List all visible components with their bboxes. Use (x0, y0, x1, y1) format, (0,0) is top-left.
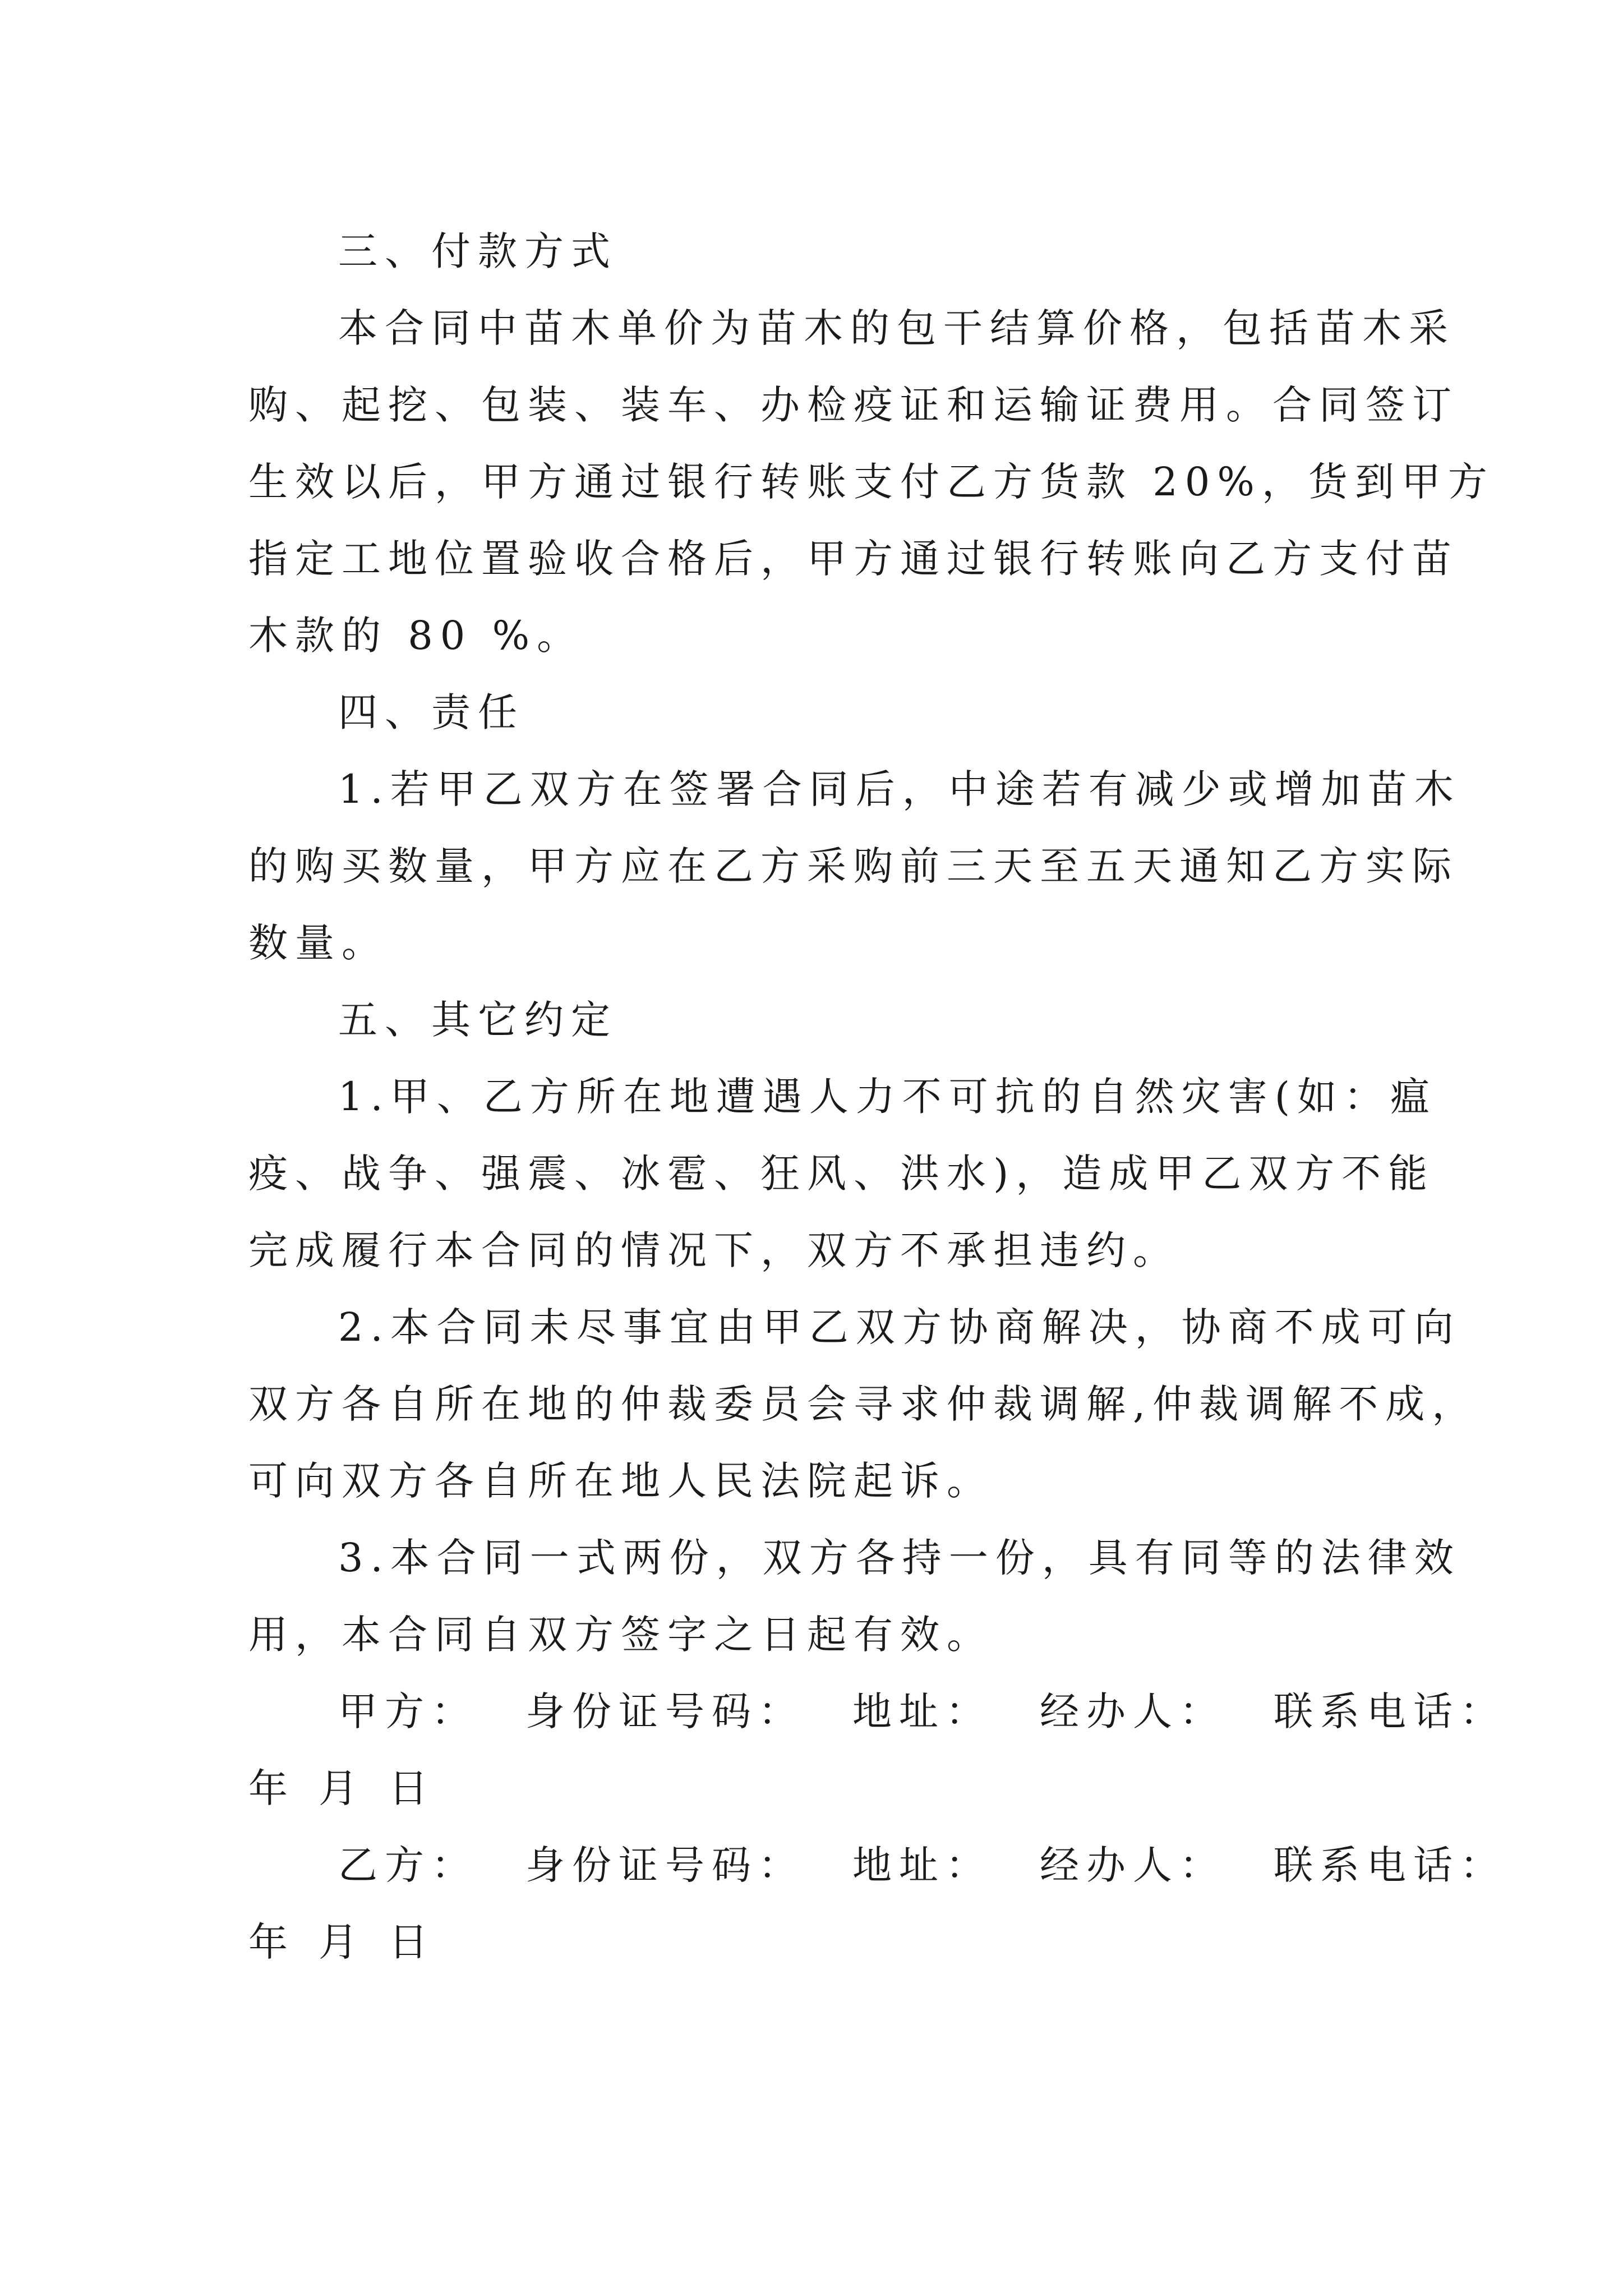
paragraph-line: 3.本合同一式两份，双方各持一份，具有同等的法律效 (338, 1535, 1461, 1581)
party-b-signature-fields (248, 1827, 1506, 1904)
paragraph-line: 疫、战争、强震、冰雹、狂风、洪水)，造成甲乙双方不能 (248, 1151, 1435, 1197)
party-a-phone-label: 联系电话： (1274, 1688, 1506, 1734)
date-year-label: 年 (248, 1765, 295, 1811)
paragraph-line: 木款的 80 %。 (248, 613, 584, 659)
party-b-label: 乙方： (338, 1842, 478, 1888)
party-b-address-label: 地址： (852, 1842, 992, 1888)
paragraph-line: 本合同中苗木单价为苗木的包干结算价格，包括苗木采 (338, 305, 1455, 351)
contract-body (248, 213, 1506, 1981)
section-heading-liability: 四、责任 (338, 689, 524, 735)
paragraph-line: 数量。 (248, 920, 388, 966)
date-month-label: 月 (319, 1765, 365, 1811)
party-a-address-label: 地址： (852, 1688, 992, 1734)
party-b-phone-label: 联系电话： (1274, 1842, 1506, 1888)
section-heading-payment: 三、付款方式 (338, 228, 617, 274)
paragraph-line: 可向双方各自所在地人民法院起诉。 (248, 1458, 993, 1504)
paragraph-line: 用，本合同自双方签字之日起有效。 (248, 1612, 993, 1658)
party-a-label: 甲方： (338, 1688, 478, 1734)
paragraph-line: 1.若甲乙双方在签署合同后，中途若有减少或增加苗木 (338, 766, 1461, 812)
date-month-label: 月 (319, 1919, 365, 1965)
paragraph-line: 的购买数量，甲方应在乙方采购前三天至五天通知乙方实际 (248, 843, 1459, 889)
date-day-label: 日 (389, 1919, 435, 1965)
paragraph-line: 生效以后，甲方通过银行转账支付乙方货款 20%，货到甲方 (248, 459, 1495, 505)
party-a-agent-label: 经办人： (1040, 1688, 1226, 1734)
date-year-label: 年 (248, 1919, 295, 1965)
party-b-date (248, 1904, 1387, 1981)
paragraph-line: 双方各自所在地的仲裁委员会寻求仲裁调解,仲裁调解不成， (248, 1381, 1479, 1427)
paragraph-line: 1.甲、乙方所在地遭遇人力不可抗的自然灾害(如：瘟 (338, 1074, 1437, 1120)
party-a-signature-fields (248, 1673, 1506, 1750)
party-a-date (248, 1750, 1387, 1827)
party-b-id-number-label: 身份证号码： (525, 1842, 805, 1888)
paragraph-line: 完成履行本合同的情况下，双方不承担违约。 (248, 1227, 1179, 1273)
paragraph-line: 指定工地位置验收合格后，甲方通过银行转账向乙方支付苗 (248, 536, 1459, 582)
date-day-label: 日 (389, 1765, 435, 1811)
paragraph-line: 购、起挖、包装、装车、办检疫证和运输证费用。合同签订 (248, 382, 1459, 428)
party-a-id-number-label: 身份证号码： (525, 1688, 805, 1734)
paragraph-line: 2.本合同未尽事宜由甲乙双方协商解决，协商不成可向 (338, 1304, 1461, 1350)
party-b-agent-label: 经办人： (1040, 1842, 1226, 1888)
section-heading-other: 五、其它约定 (338, 997, 617, 1043)
